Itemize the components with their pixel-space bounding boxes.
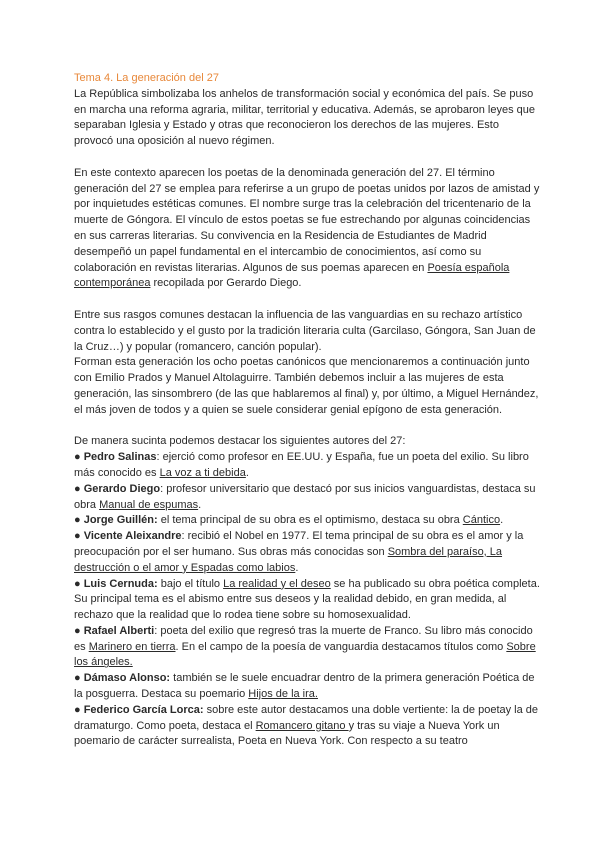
work-title: Sombra del paraíso, La destrucción o el amor y Espadas como labios — [74, 545, 503, 574]
author-text: . — [245, 466, 249, 479]
author-text: : ejerció como profesor en EE.UU. y España, fue un poeta del exilio. Su libro más conocido es — [74, 451, 529, 479]
paragraph-text: En este contexto aparecen los poetas de la denominada generación del 27. El término generación del 27 se emplea para referirse a un grupo de poetas unidos por lazos de amistad y por inquietudes estéticas comunes. El nombre surge tras la celebración del tricentenario de la muerte de Góngora. El vínculo de estos poetas se fue estrechando por algunas coincidencias en sus carreras literarias. Su convivencia en la Residencia de Estudiantes de Madrid desempeñó un papel fundamental en el intercambio de conocimientos, así como su colaboración en revistas literarias. Algunos de sus poemas aparecen en — [74, 166, 540, 274]
author-item — [74, 703, 540, 750]
author-item — [74, 577, 540, 624]
authors-list — [74, 450, 540, 750]
paragraph-text: recopilada por Gerardo Diego. — [150, 277, 302, 290]
bullet-icon: ● — [74, 672, 84, 685]
paragraph-rasgos: Entre sus rasgos comunes destacan la influencia de las vanguardias en su rechazo artístico contra lo establecido y el gusto por la tradición literaria culta (Garcilaso, Góngora, San Juan de la Cruz…) y popular (romancero, canción popular). — [74, 308, 536, 353]
work-title: La voz a ti debida — [159, 466, 246, 479]
author-text: : profesor universitario que destacó por sus inicios vanguardistas, destaca su obra — [74, 482, 536, 511]
bullet-icon: ● — [74, 451, 84, 464]
work-title: Manual de espumas — [99, 498, 199, 511]
work-title: La realidad y el deseo — [223, 577, 331, 590]
author-item — [74, 482, 540, 514]
author-text: y tras su viaje a Nueva York un poemario de carácter surrealista, Poeta en Nueva York. Con respecto a su teatro — [74, 719, 500, 748]
bullet-icon: ● — [74, 624, 84, 637]
author-text: . — [198, 498, 202, 511]
author-item — [74, 624, 540, 671]
author-text: . — [500, 514, 504, 527]
authors-intro: De manera sucinta podemos destacar los siguientes autores del 27: — [74, 435, 406, 448]
author-name: Vicente Aleixandre — [83, 530, 182, 543]
author-item — [74, 529, 540, 576]
bullet-icon: ● — [74, 703, 84, 716]
work-title: Hijos de la ira. — [248, 688, 318, 701]
author-name: Rafael Alberti — [83, 624, 155, 637]
author-text: : poeta del exilio que regresó tras la muerte de Franco. Su libro más conocido es — [74, 624, 533, 653]
work-title: Cántico — [462, 514, 501, 527]
paragraph-miembros: Forman esta generación los ocho poetas canónicos que mencionaremos a continuación junto con Emilio Prados y Manuel Altolaguirre. También debemos incluir a las mujeres de esta generación, las sinsombrero (de las que hablaremos al final) y, por último, a Miguel Hernández, el más joven de todos y a quien se suele considerar genial epígono de esta generación. — [74, 356, 539, 416]
work-title: Poesía española contemporánea — [74, 261, 510, 290]
author-name: Jorge Guillén: — [83, 514, 158, 527]
page-title: Tema 4. La generación del 27 — [74, 72, 219, 84]
author-text: bajo el título — [157, 577, 224, 590]
author-name: Luis Cernuda: — [83, 577, 158, 590]
work-title: Sobre los ángeles. — [74, 640, 536, 669]
author-text: el tema principal de su obra es el optimismo, destaca su obra — [157, 514, 463, 527]
author-text: se ha publicado su obra poética completa. Su principal tema es el abismo entre sus deseos y la realidad debido, en gran medida, al rechazo que la realidad que lo rodea tiene sobre su homosexualidad. — [74, 577, 540, 622]
author-text: : recibió el Nobel en 1977. El tema principal de su obra es el amor y la preocupación por el ser humano. Sus obras más conocidas son — [74, 530, 524, 558]
author-name: Dámaso Alonso: — [83, 672, 171, 685]
author-text: sobre este autor destacamos una doble vertiente: la de poetay la de dramaturgo. Como poeta, destaca el — [74, 703, 539, 732]
author-text: . — [295, 561, 299, 574]
author-item — [74, 513, 540, 529]
author-name: Federico García Lorca: — [83, 703, 204, 716]
author-name: Gerardo Diego — [83, 482, 161, 495]
paragraph-republica: La República simbolizaba los anhelos de transformación social y económica del país. Se puso en marcha una reforma agraria, militar, territorial y educativa. Además, se aprobaron leyes que separaban Iglesia y Estado y otras que reconocieron los derechos de las mujeres. Esto provocó una oposición al nuevo régimen. — [74, 87, 536, 148]
author-item — [74, 671, 540, 703]
author-text: . En el campo de la poesía de vanguardia destacamos títulos como — [175, 640, 507, 653]
bullet-icon: ● — [74, 530, 84, 543]
author-text: también se le suele encuadrar dentro de la primera generación Poética de la posguerra. Destaca su poemario — [74, 672, 535, 701]
bullet-icon: ● — [74, 577, 84, 590]
work-title: Marinero en tierra — [88, 640, 176, 653]
work-title: Romancero gitano — [255, 719, 349, 732]
bullet-icon: ● — [74, 514, 84, 527]
author-name: Pedro Salinas — [83, 451, 157, 464]
paragraph-contexto — [74, 166, 540, 292]
bullet-icon: ● — [74, 482, 84, 495]
author-item — [74, 450, 540, 482]
